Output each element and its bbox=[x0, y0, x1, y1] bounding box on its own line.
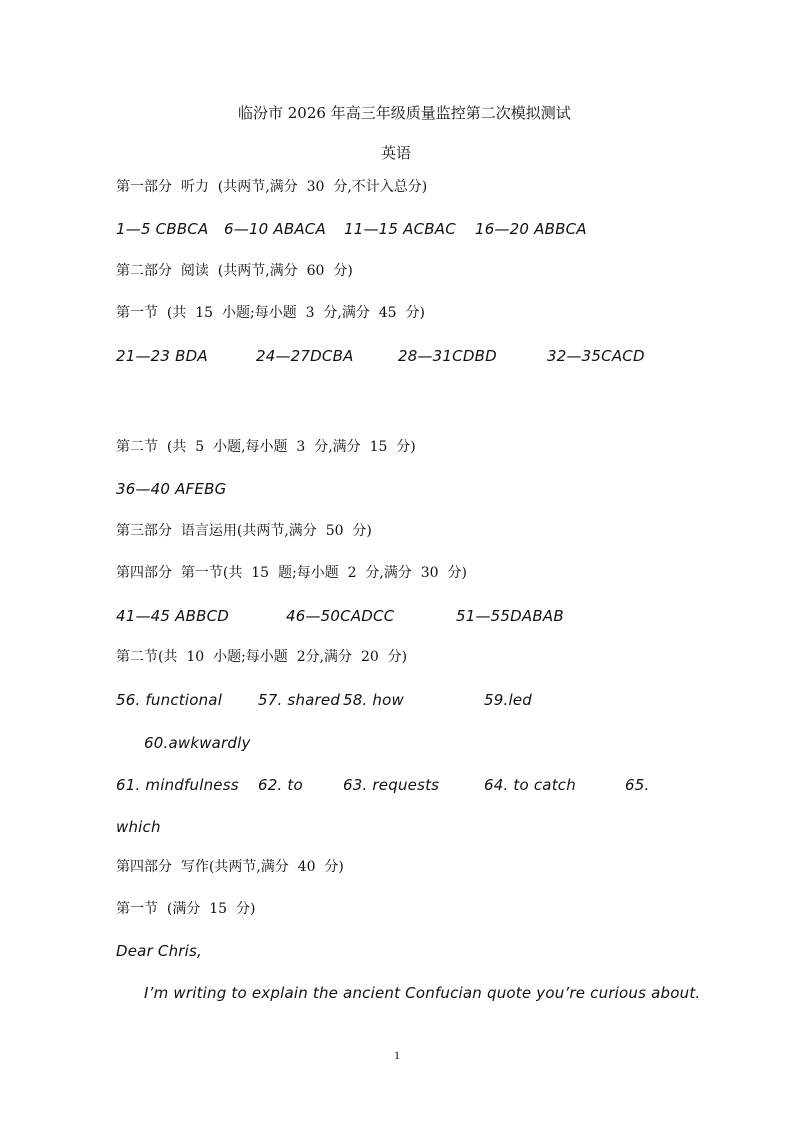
part1-heading: 第一部分 听力 (共两节,满分 30 分,不计入总分) bbox=[116, 179, 428, 195]
part3-heading: 第三部分 语言运用(共两节,满分 50 分) bbox=[116, 523, 372, 539]
answer-item: 64. to catch bbox=[484, 776, 576, 794]
answer-group: 11—15 ACBAC bbox=[344, 220, 456, 238]
answer-item: 61. mindfulness bbox=[116, 776, 239, 794]
part4-heading: 第四部分 写作(共两节,满分 40 分) bbox=[116, 859, 344, 875]
part3-section2-heading: 第二节(共 10 小题;每小题 2分,满分 20 分) bbox=[116, 649, 408, 665]
answer-group: 21—23 BDA bbox=[116, 347, 208, 365]
answer-item: 59.led bbox=[484, 691, 532, 709]
part2-section2-answers: 36—40 AFEBG bbox=[116, 480, 227, 498]
answer-item: 57. shared bbox=[258, 691, 341, 709]
part2-section2-heading: 第二节 (共 5 小题,每小题 3 分,满分 15 分) bbox=[116, 439, 416, 455]
answer-group: 51—55DABAB bbox=[456, 607, 564, 625]
answer-item: which bbox=[116, 818, 161, 836]
part4-section1-heading: 第一节 (满分 15 分) bbox=[116, 901, 256, 917]
subject-label: 英语 bbox=[381, 144, 412, 162]
answer-group: 32—35CACD bbox=[547, 347, 645, 365]
answer-group: 6—10 ABACA bbox=[224, 220, 326, 238]
part2-section1-heading: 第一节 (共 15 小题;每小题 3 分,满分 45 分) bbox=[116, 305, 425, 321]
part3-section1-heading: 第四部分 第一节(共 15 题;每小题 2 分,满分 30 分) bbox=[116, 565, 467, 581]
answer-group: 16—20 ABBCA bbox=[475, 220, 587, 238]
answer-group: 41—45 ABBCD bbox=[116, 607, 230, 625]
answer-item: 63. requests bbox=[343, 776, 440, 794]
answer-group: 1—5 CBBCA bbox=[116, 220, 209, 238]
answer-group: 46—50CADCC bbox=[286, 607, 395, 625]
answer-item: 65. bbox=[625, 776, 650, 794]
document-title: 临汾市 2026 年高三年级质量监控第二次模拟测试 bbox=[238, 104, 571, 122]
letter-greeting: Dear Chris, bbox=[116, 942, 203, 960]
letter-first-line: I’m writing to explain the ancient Confucian quote you’re curious about. bbox=[144, 984, 701, 1002]
part2-heading: 第二部分 阅读 (共两节,满分 60 分) bbox=[116, 263, 353, 279]
answer-item: 62. to bbox=[258, 776, 303, 794]
page-number: 1 bbox=[394, 1048, 400, 1062]
answer-item: 60.awkwardly bbox=[144, 734, 251, 752]
answer-group: 24—27DCBA bbox=[256, 347, 354, 365]
answer-item: 56. functional bbox=[116, 691, 223, 709]
answer-item: 58. how bbox=[343, 691, 404, 709]
answer-group: 28—31CDBD bbox=[398, 347, 497, 365]
